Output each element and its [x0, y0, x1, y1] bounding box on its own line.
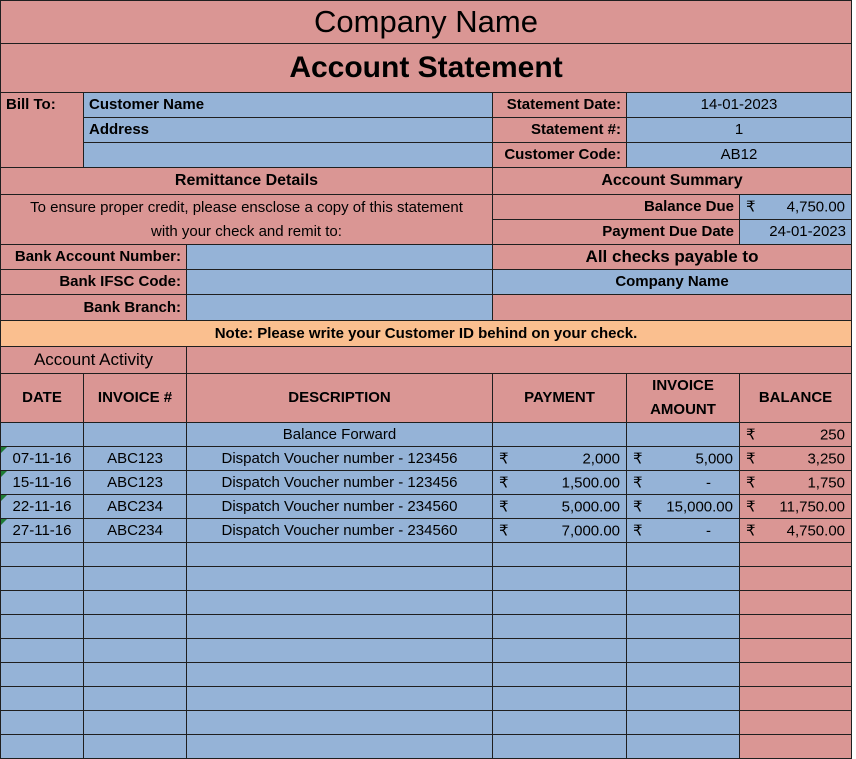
- statement-date-label-cell[interactable]: [492, 92, 627, 118]
- empty-row-invoice-cell[interactable]: [83, 734, 187, 759]
- rupee-symbol-icon: ₹: [633, 449, 643, 467]
- bank-account-label: Bank Account Number:: [14, 248, 181, 266]
- empty-row-invoice-amount-cell[interactable]: [626, 614, 740, 639]
- rupee-symbol-icon: ₹: [499, 473, 509, 491]
- empty-row-description-cell[interactable]: [186, 542, 493, 567]
- empty-row-invoice-cell[interactable]: [83, 710, 187, 735]
- account-summary-heading-cell[interactable]: [492, 167, 852, 195]
- empty-row-invoice-cell[interactable]: [83, 638, 187, 663]
- empty-row-balance-cell[interactable]: [739, 566, 852, 591]
- empty-row-payment-cell[interactable]: [492, 638, 627, 663]
- balance-forward-description-cell[interactable]: [186, 422, 493, 447]
- row-date-value: 22-11-16: [12, 497, 72, 515]
- bill-to-customer-name-cell[interactable]: [83, 92, 493, 118]
- activity-row-payment-cell[interactable]: [492, 470, 627, 495]
- activity-row-description-cell[interactable]: [186, 494, 493, 519]
- balance-forward-date-cell[interactable]: [0, 422, 84, 447]
- col-header-invoice[interactable]: [83, 373, 187, 423]
- empty-row-invoice-amount-cell[interactable]: [626, 662, 740, 687]
- empty-row-date-cell[interactable]: [0, 734, 84, 759]
- empty-row-balance-cell[interactable]: [739, 686, 852, 711]
- empty-row-invoice-amount-cell[interactable]: [626, 734, 740, 759]
- empty-row-description-cell[interactable]: [186, 590, 493, 615]
- activity-row-date-cell[interactable]: [0, 494, 84, 519]
- empty-row-invoice-amount-cell[interactable]: [626, 710, 740, 735]
- row-description-value: Dispatch Voucher number - 234560: [221, 521, 458, 539]
- empty-row-balance-cell[interactable]: [739, 542, 852, 567]
- statement-number-value-cell[interactable]: [626, 117, 852, 143]
- row-invoice-value: ABC234: [107, 497, 163, 515]
- empty-row-invoice-amount-cell[interactable]: [626, 590, 740, 615]
- activity-row-description-cell[interactable]: [186, 446, 493, 471]
- statement-date-label: Statement Date:: [506, 96, 621, 114]
- activity-row-date-cell[interactable]: [0, 470, 84, 495]
- empty-row-payment-cell[interactable]: [492, 614, 627, 639]
- empty-row-balance-cell[interactable]: [739, 662, 852, 687]
- empty-row-invoice-amount-cell[interactable]: [626, 686, 740, 711]
- col-header-description[interactable]: [186, 373, 493, 423]
- empty-row-description-cell[interactable]: [186, 614, 493, 639]
- balance-forward-value: 250: [819, 425, 845, 443]
- account-activity-heading-cell[interactable]: [0, 346, 187, 374]
- error-indicator-icon: [1, 447, 7, 453]
- row-invoice-amount-value: 15,000.00: [666, 497, 733, 515]
- empty-row-balance-cell[interactable]: [739, 710, 852, 735]
- activity-row-description-cell[interactable]: [186, 518, 493, 543]
- rupee-symbol-icon: ₹: [499, 497, 509, 515]
- empty-row-invoice-cell[interactable]: [83, 662, 187, 687]
- empty-row-description-cell[interactable]: [186, 638, 493, 663]
- col-header-balance-label: BALANCE: [758, 389, 833, 407]
- empty-row-invoice-cell[interactable]: [83, 614, 187, 639]
- empty-row-balance-cell[interactable]: [739, 734, 852, 759]
- row-balance-value: 11,750.00: [779, 497, 845, 515]
- row-payment-value: 7,000.00: [561, 521, 620, 539]
- error-indicator-icon: [1, 519, 7, 525]
- activity-row-invoice-amount-cell[interactable]: [626, 470, 740, 495]
- payable-heading-cell[interactable]: [492, 244, 852, 270]
- bank-account-value-cell[interactable]: [186, 244, 493, 270]
- rupee-symbol-icon: ₹: [746, 198, 756, 216]
- account-activity-heading-spacer[interactable]: [186, 346, 852, 374]
- empty-row-date-cell[interactable]: [0, 590, 84, 615]
- activity-row-description-cell[interactable]: [186, 470, 493, 495]
- payable-company-name: Company Name: [615, 273, 729, 291]
- row-invoice-value: ABC123: [107, 449, 163, 467]
- empty-row-date-cell[interactable]: [0, 710, 84, 735]
- row-invoice-amount-value: 5,000: [695, 449, 733, 467]
- empty-row-balance-cell[interactable]: [739, 590, 852, 615]
- empty-row-description-cell[interactable]: [186, 734, 493, 759]
- bank-branch-label-cell[interactable]: [0, 294, 187, 321]
- remittance-heading: Remittance Details: [174, 171, 319, 189]
- statement-date-value: 14-01-2023: [700, 96, 778, 114]
- col-header-balance[interactable]: [739, 373, 852, 423]
- bank-branch-label: Bank Branch:: [83, 298, 181, 316]
- activity-row-invoice-cell[interactable]: [83, 470, 187, 495]
- statement-title-cell[interactable]: [0, 43, 852, 93]
- rupee-symbol-icon: ₹: [499, 521, 509, 539]
- bank-ifsc-label-cell[interactable]: [0, 269, 187, 295]
- empty-row-payment-cell[interactable]: [492, 590, 627, 615]
- customer-id-note: Note: Please write your Customer ID behind on your check.: [214, 324, 638, 342]
- balance-forward-payment-cell[interactable]: [492, 422, 627, 447]
- empty-row-date-cell[interactable]: [0, 542, 84, 567]
- activity-row-invoice-cell[interactable]: [83, 446, 187, 471]
- row-payment-value: 2,000: [582, 449, 620, 467]
- account-activity-heading: Account Activity: [33, 350, 154, 370]
- error-indicator-icon: [1, 495, 7, 501]
- col-header-invoice-amount-line-1: INVOICE: [652, 377, 714, 394]
- row-balance-value: 3,250: [807, 449, 845, 467]
- remittance-text-line-1: To ensure proper credit, please ensclose a copy of this statement: [30, 198, 463, 216]
- empty-row-description-cell[interactable]: [186, 662, 493, 687]
- activity-row-payment-cell[interactable]: [492, 518, 627, 543]
- bill-to-label-cell[interactable]: [0, 92, 84, 168]
- empty-row-invoice-cell[interactable]: [83, 590, 187, 615]
- rupee-symbol-icon: ₹: [499, 449, 509, 467]
- empty-row-date-cell[interactable]: [0, 686, 84, 711]
- bank-branch-value-cell[interactable]: [186, 294, 493, 321]
- empty-row-invoice-cell[interactable]: [83, 686, 187, 711]
- bank-ifsc-value-cell[interactable]: [186, 269, 493, 295]
- col-header-invoice-amount-line-2: AMOUNT: [650, 401, 716, 418]
- empty-row-description-cell[interactable]: [186, 566, 493, 591]
- account-summary-heading: Account Summary: [601, 171, 743, 189]
- payable-extra-cell[interactable]: [492, 294, 852, 321]
- col-header-payment-label: PAYMENT: [524, 389, 595, 407]
- col-header-date-label: DATE: [22, 389, 62, 407]
- row-date-value: 07-11-16: [12, 449, 72, 467]
- empty-row-payment-cell[interactable]: [492, 710, 627, 735]
- row-invoice-value: ABC123: [107, 473, 163, 491]
- customer-address: Address: [89, 121, 150, 139]
- activity-row-balance-cell[interactable]: [739, 470, 852, 495]
- col-header-description-label: DESCRIPTION: [288, 389, 391, 407]
- balance-due-value-cell[interactable]: [739, 194, 852, 220]
- row-payment-value: 1,500.00: [561, 473, 620, 491]
- activity-row-date-cell[interactable]: [0, 446, 84, 471]
- remittance-heading-cell[interactable]: [0, 167, 493, 195]
- bill-to-label: Bill To:: [6, 96, 56, 113]
- activity-row-invoice-cell[interactable]: [83, 494, 187, 519]
- row-date-value: 27-11-16: [12, 521, 72, 539]
- bill-to-extra-cell[interactable]: [83, 142, 493, 168]
- empty-row-invoice-amount-cell[interactable]: [626, 638, 740, 663]
- activity-row-payment-cell[interactable]: [492, 446, 627, 471]
- rupee-symbol-icon: ₹: [633, 473, 643, 491]
- empty-row-date-cell[interactable]: [0, 566, 84, 591]
- empty-row-invoice-amount-cell[interactable]: [626, 566, 740, 591]
- bank-account-label-cell[interactable]: [0, 244, 187, 270]
- row-description-value: Dispatch Voucher number - 234560: [221, 497, 458, 515]
- activity-row-payment-cell[interactable]: [492, 494, 627, 519]
- col-header-invoice-amount[interactable]: [626, 373, 740, 423]
- customer-code-label-cell[interactable]: [492, 142, 627, 168]
- note-cell[interactable]: [0, 320, 852, 347]
- activity-row-balance-cell[interactable]: [739, 446, 852, 471]
- rupee-symbol-icon: ₹: [746, 449, 756, 467]
- balance-forward-invoice-cell[interactable]: [83, 422, 187, 447]
- row-description-value: Dispatch Voucher number - 123456: [221, 473, 458, 491]
- activity-row-balance-cell[interactable]: [739, 518, 852, 543]
- row-balance-value: 4,750.00: [786, 521, 845, 539]
- balance-forward-label: Balance Forward: [282, 425, 397, 443]
- row-invoice-value: ABC234: [107, 521, 163, 539]
- payable-name-cell[interactable]: [492, 269, 852, 295]
- balance-forward-balance-cell[interactable]: [739, 422, 852, 447]
- remittance-text-cell[interactable]: [0, 194, 493, 245]
- payment-due-date-value: 24-01-2023: [769, 223, 846, 241]
- customer-name: Customer Name: [89, 96, 205, 114]
- empty-row-invoice-cell[interactable]: [83, 566, 187, 591]
- activity-row-date-cell[interactable]: [0, 518, 84, 543]
- empty-row-balance-cell[interactable]: [739, 638, 852, 663]
- rupee-symbol-icon: ₹: [633, 497, 643, 515]
- empty-row-invoice-amount-cell[interactable]: [626, 542, 740, 567]
- balance-due-value: 4,750.00: [786, 198, 845, 216]
- rupee-symbol-icon: ₹: [746, 521, 756, 539]
- activity-row-invoice-amount-cell[interactable]: [626, 494, 740, 519]
- payment-due-date-value-cell[interactable]: [739, 219, 852, 245]
- rupee-symbol-icon: ₹: [746, 473, 756, 491]
- statement-number-value: 1: [734, 121, 744, 139]
- empty-row-date-cell[interactable]: [0, 638, 84, 663]
- empty-row-payment-cell[interactable]: [492, 734, 627, 759]
- balance-forward-invoice-amount-cell[interactable]: [626, 422, 740, 447]
- empty-row-date-cell[interactable]: [0, 662, 84, 687]
- payment-due-date-label-cell[interactable]: [492, 219, 740, 245]
- activity-row-balance-cell[interactable]: [739, 494, 852, 519]
- balance-due-label: Balance Due: [643, 198, 734, 216]
- statement-number-label-cell[interactable]: [492, 117, 627, 143]
- bank-ifsc-label: Bank IFSC Code:: [59, 273, 181, 291]
- company-name-cell[interactable]: [0, 0, 852, 44]
- error-indicator-icon: [1, 471, 7, 477]
- bill-to-address-cell[interactable]: [83, 117, 493, 143]
- row-balance-value: 1,750: [807, 473, 845, 491]
- empty-row-invoice-cell[interactable]: [83, 542, 187, 567]
- empty-row-payment-cell[interactable]: [492, 566, 627, 591]
- statement-date-value-cell[interactable]: [626, 92, 852, 118]
- col-header-invoice-label: INVOICE #: [97, 389, 173, 407]
- activity-row-invoice-amount-cell[interactable]: [626, 446, 740, 471]
- col-header-date[interactable]: [0, 373, 84, 423]
- empty-row-payment-cell[interactable]: [492, 542, 627, 567]
- row-invoice-amount-value: -: [706, 521, 711, 539]
- balance-due-label-cell[interactable]: [492, 194, 740, 220]
- empty-row-balance-cell[interactable]: [739, 614, 852, 639]
- rupee-symbol-icon: ₹: [746, 497, 756, 515]
- payment-due-date-label: Payment Due Date: [602, 223, 734, 241]
- row-date-value: 15-11-16: [12, 473, 72, 491]
- remittance-text-line-2: with your check and remit to:: [151, 222, 342, 240]
- empty-row-description-cell[interactable]: [186, 686, 493, 711]
- activity-row-invoice-amount-cell[interactable]: [626, 518, 740, 543]
- company-name: Company Name: [314, 4, 538, 40]
- activity-row-invoice-cell[interactable]: [83, 518, 187, 543]
- payable-heading: All checks payable to: [585, 247, 759, 267]
- customer-code-label: Customer Code:: [504, 146, 621, 164]
- row-description-value: Dispatch Voucher number - 123456: [221, 449, 458, 467]
- row-payment-value: 5,000.00: [561, 497, 620, 515]
- empty-row-payment-cell[interactable]: [492, 686, 627, 711]
- customer-code-value: AB12: [720, 146, 758, 164]
- empty-row-payment-cell[interactable]: [492, 662, 627, 687]
- statement-title: Account Statement: [289, 50, 563, 84]
- col-header-payment[interactable]: [492, 373, 627, 423]
- statement-number-label: Statement #:: [530, 121, 621, 139]
- rupee-symbol-icon: ₹: [633, 521, 643, 539]
- empty-row-date-cell[interactable]: [0, 614, 84, 639]
- rupee-symbol-icon: ₹: [746, 425, 756, 443]
- row-invoice-amount-value: -: [706, 473, 711, 491]
- customer-code-value-cell[interactable]: [626, 142, 852, 168]
- empty-row-description-cell[interactable]: [186, 710, 493, 735]
